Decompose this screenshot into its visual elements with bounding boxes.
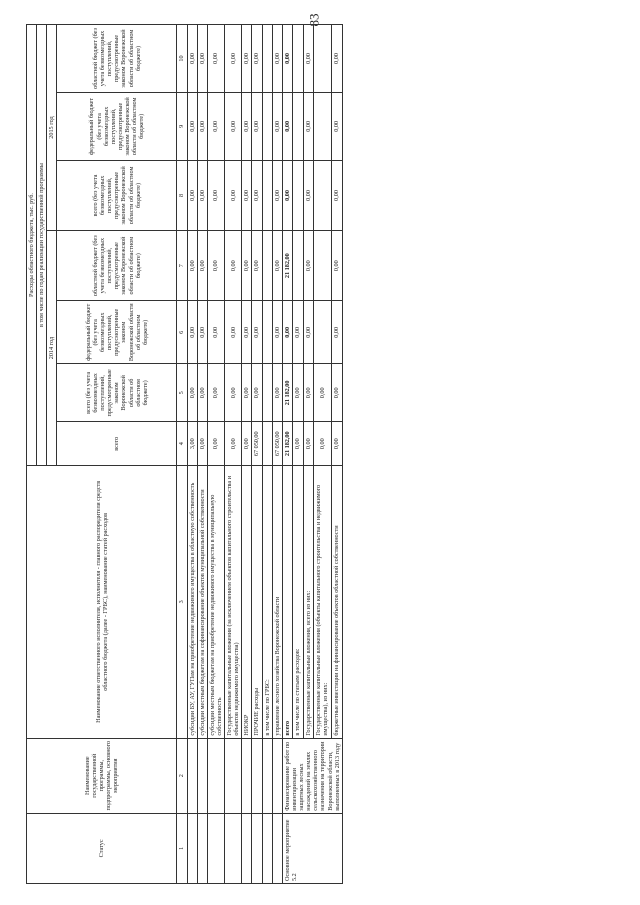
value-cell: 3,00: [187, 422, 197, 466]
value-cell: 0,00: [207, 422, 224, 466]
expense-item-cell: субсидии БУ, АУ, ГУПам на приобретение недвижимого имущества в областную собственность: [187, 466, 197, 739]
value-cell: 0,00: [314, 422, 332, 466]
header-status: Статус: [27, 813, 177, 883]
value-cell: 0,00: [197, 25, 207, 93]
header-year-2014: 2014 год: [47, 231, 57, 466]
value-cell: 21 182,00: [282, 422, 293, 466]
value-cell: 0,00: [303, 25, 314, 93]
value-cell: [293, 25, 304, 93]
value-cell: 0,00: [272, 231, 282, 301]
value-cell: 0,00: [282, 92, 293, 160]
value-cell: 67 050,00: [272, 422, 282, 466]
table-row: [262, 25, 272, 884]
value-cell: 0,00: [225, 301, 242, 364]
value-cell: 0,00: [332, 92, 343, 160]
value-cell: [293, 160, 304, 230]
expense-item-cell: субсидии местным бюджетам на приобретение недвижимого имущества в муниципальную собственность: [207, 466, 224, 739]
table-row: [225, 25, 242, 884]
value-cell: 0,00: [197, 301, 207, 364]
status-cell: Основное мероприятие 5.2: [282, 813, 342, 883]
value-cell: [293, 231, 304, 301]
value-cell: 0,00: [197, 422, 207, 466]
value-cell: 0,00: [207, 301, 224, 364]
expense-item-cell: НИОКР: [242, 466, 252, 739]
header-total-excl: всего (без учета безвозмездных поступлений, предусмотренные законом Воронежской области об областном бюджете): [57, 364, 177, 422]
value-cell: 0,00: [282, 301, 293, 364]
col-number: 5: [177, 364, 187, 422]
value-cell: 0,00: [225, 231, 242, 301]
value-cell: 0,00: [242, 301, 252, 364]
table-row: [187, 25, 197, 884]
status-cell: [262, 813, 272, 883]
program-cell: [225, 738, 242, 813]
value-cell: [293, 92, 304, 160]
value-cell: 0,00: [197, 92, 207, 160]
status-cell: [252, 813, 262, 883]
value-cell: [314, 231, 332, 301]
header-regional-2015: областной бюджет (без учета безвозмездных поступлений, предусмотренные законом Воронежской области об областном бюджете): [57, 25, 177, 93]
value-cell: 0,00: [242, 364, 252, 422]
col-number: 7: [177, 231, 187, 301]
value-cell: 0,00: [187, 160, 197, 230]
value-cell: 0,00: [252, 160, 262, 230]
header-by-year: в том числе по годам реализации государственной программы: [37, 25, 47, 466]
table-row: [207, 25, 224, 884]
col-number: 8: [177, 160, 187, 230]
value-cell: 0,00: [332, 160, 343, 230]
value-cell: 0,00: [225, 92, 242, 160]
value-cell: 0,00: [272, 92, 282, 160]
value-cell: 0,00: [272, 364, 282, 422]
value-cell: 0,00: [207, 25, 224, 93]
value-cell: 0,00: [272, 301, 282, 364]
value-cell: 0,00: [303, 364, 314, 422]
value-cell: [314, 301, 332, 364]
status-cell: [242, 813, 252, 883]
program-cell: Финансирование работ по инвентаризации защитных лесных насаждений на землях сельскохозяйственного назначения на территории Воронежской области, выполненных в 2013 году: [282, 738, 342, 813]
header-federal-2014: федеральный бюджет (без учета безвозмездных поступлений, предусмотренные законом Воронежской области об областном бюджете): [57, 301, 177, 364]
value-cell: 0,00: [252, 301, 262, 364]
value-cell: 0,00: [197, 231, 207, 301]
value-cell: 0,00: [282, 25, 293, 93]
value-cell: 0,00: [225, 160, 242, 230]
value-cell: 0,00: [314, 364, 332, 422]
value-cell: 0,00: [225, 25, 242, 93]
program-cell: [262, 738, 272, 813]
table-body: [187, 25, 342, 884]
header-federal-2015: федеральный бюджет (без учета безвозмездных поступлений, предусмотренные законом Воронежской области об областном бюджете): [57, 92, 177, 160]
header-total: всего: [57, 422, 177, 466]
value-cell: 0,00: [187, 301, 197, 364]
value-cell: 0,00: [303, 92, 314, 160]
expense-item-cell: в том числе по статьям расходов:: [293, 466, 304, 739]
expense-item-cell: управление лесного хозяйства Воронежской области: [272, 466, 282, 739]
expense-item-cell: Государственные капитальные вложения (объекты капитального строительства и недвижимого имущества), из них:: [314, 466, 332, 739]
status-cell: [207, 813, 224, 883]
expense-item-cell: в том числе по ГРБС:: [262, 466, 272, 739]
value-cell: [262, 25, 272, 93]
value-cell: [314, 25, 332, 93]
value-cell: 0,00: [252, 364, 262, 422]
value-cell: [262, 364, 272, 422]
value-cell: 0,00: [272, 160, 282, 230]
value-cell: [314, 160, 332, 230]
col-number: 9: [177, 92, 187, 160]
col-number: 6: [177, 301, 187, 364]
header-executor: Наименование ответственного исполнителя, исполнителя - главного распорядителя средств областного бюджета (далее - ГРБС), наименование статей расходов: [27, 466, 177, 739]
program-cell: [197, 738, 207, 813]
value-cell: 67 050,00: [252, 422, 262, 466]
value-cell: 0,00: [303, 301, 314, 364]
status-cell: [187, 813, 197, 883]
value-cell: [262, 92, 272, 160]
table-row: [282, 25, 293, 884]
value-cell: 0,00: [207, 231, 224, 301]
col-number: 3: [177, 466, 187, 739]
value-cell: 0,00: [242, 160, 252, 230]
table-row: [242, 25, 252, 884]
value-cell: 21 182,00: [282, 231, 293, 301]
value-cell: 0,00: [332, 422, 343, 466]
table-row: [272, 25, 282, 884]
value-cell: 0,00: [187, 25, 197, 93]
value-cell: 0,00: [197, 160, 207, 230]
value-cell: 0,00: [207, 160, 224, 230]
value-cell: [262, 231, 272, 301]
value-cell: 0,00: [187, 92, 197, 160]
status-cell: [225, 813, 242, 883]
value-cell: 21 182,00: [282, 364, 293, 422]
value-cell: 0,00: [225, 364, 242, 422]
table-row: [252, 25, 262, 884]
value-cell: 0,00: [242, 231, 252, 301]
value-cell: 0,00: [207, 92, 224, 160]
header-regional-2014: областной бюджет (без учета безвозмездных поступлений, предусмотренные законом Воронежской области об областном бюджете): [57, 231, 177, 301]
value-cell: 0,00: [332, 231, 343, 301]
value-cell: 0,00: [252, 231, 262, 301]
value-cell: 0,00: [303, 160, 314, 230]
value-cell: 0,00: [272, 25, 282, 93]
rotated-table-frame: [26, 24, 621, 884]
value-cell: 0,00: [252, 92, 262, 160]
page-number: 83: [306, 13, 322, 27]
program-cell: [272, 738, 282, 813]
program-cell: [252, 738, 262, 813]
value-cell: 0,00: [242, 92, 252, 160]
value-cell: 0,00: [207, 364, 224, 422]
value-cell: 0,00: [242, 25, 252, 93]
table-row: [197, 25, 207, 884]
expense-item-cell: ПРОЧИЕ расходы: [252, 466, 262, 739]
value-cell: [262, 160, 272, 230]
expense-item-cell: Государственные капитальные вложения (за исключением объектов капитального строительства и объектов недвижимого имущества): [225, 466, 242, 739]
expense-item-cell: субсидии местным бюджетам на софинансирование объектов муниципальной собственности: [197, 466, 207, 739]
value-cell: 0,00: [293, 364, 304, 422]
expense-item-cell: бюджетные инвестиции на финансирование объектов областной собственности: [332, 466, 343, 739]
col-number: 2: [177, 738, 187, 813]
value-cell: 0,00: [282, 160, 293, 230]
value-cell: 0,00: [332, 364, 343, 422]
value-cell: 0,00: [252, 25, 262, 93]
value-cell: [262, 422, 272, 466]
value-cell: 0,00: [332, 301, 343, 364]
program-cell: [207, 738, 224, 813]
value-cell: 0,00: [293, 422, 304, 466]
value-cell: 0,00: [187, 364, 197, 422]
col-number: 4: [177, 422, 187, 466]
value-cell: 0,00: [303, 231, 314, 301]
value-cell: 0,00: [332, 25, 343, 93]
value-cell: 0,00: [242, 422, 252, 466]
expense-item-cell: всего: [282, 466, 293, 739]
col-number: 1: [177, 813, 187, 883]
header-total-2015: всего (без учета безвозмездных поступлений, предусмотренные законом Воронежской области об областном бюджете): [57, 160, 177, 230]
value-cell: 0,00: [187, 231, 197, 301]
budget-table: [26, 24, 343, 884]
value-cell: [314, 92, 332, 160]
expense-item-cell: Государственные капитальные вложения, всего из них:: [303, 466, 314, 739]
value-cell: 0,00: [303, 422, 314, 466]
header-program: Наименование государственной программы, подпрограммы, основного мероприятия: [27, 738, 177, 813]
value-cell: [262, 301, 272, 364]
value-cell: 0,00: [197, 364, 207, 422]
status-cell: [272, 813, 282, 883]
header-expenses: Расходы областного бюджета, тыс. руб.: [27, 25, 37, 466]
status-cell: [197, 813, 207, 883]
value-cell: 0,00: [293, 301, 304, 364]
header-year-2015: 2015 год: [47, 25, 57, 231]
program-cell: [242, 738, 252, 813]
col-number: 10: [177, 25, 187, 93]
value-cell: 0,00: [225, 422, 242, 466]
program-cell: [187, 738, 197, 813]
